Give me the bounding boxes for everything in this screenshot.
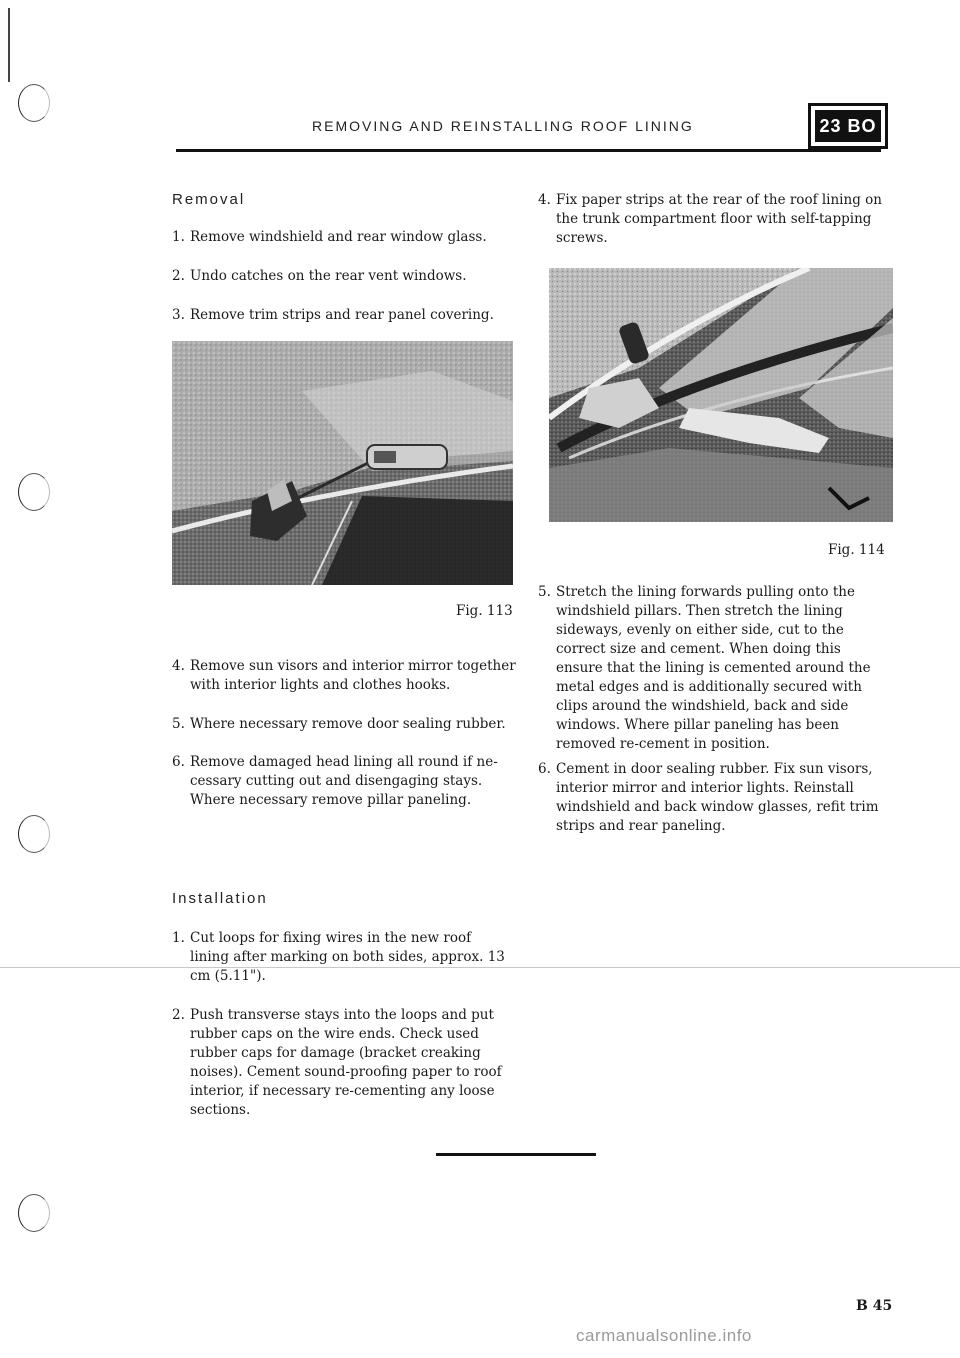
step-text: Undo catches on the rear vent windows. bbox=[190, 268, 467, 284]
installation-step-2 bbox=[172, 1006, 527, 1120]
section-code-badge bbox=[808, 103, 888, 149]
installation-step-4 bbox=[538, 191, 883, 248]
step-number: 2. bbox=[172, 268, 185, 284]
step-text: Push transverse stays into the loops and put rubber caps on the wire ends. Check used rubber caps for damage (bracket creaking noises). Cement sound-proofing paper to roof interior, if necessary re-cementing any loose sections. bbox=[190, 1007, 502, 1118]
step-text: Remove sun visors and interior mirror together with interior lights and clothes hooks. bbox=[190, 658, 516, 693]
step-number: 4. bbox=[172, 658, 185, 674]
step-text: Cut loops for fixing wires in the new roof lining after marking on both sides, approx. 13 cm (5.11"). bbox=[190, 930, 505, 984]
figure-114-caption: Fig. 114 bbox=[828, 542, 885, 558]
figure-113-caption: Fig. 113 bbox=[456, 603, 513, 619]
figure-113-photo bbox=[172, 341, 513, 585]
step-number: 3. bbox=[172, 307, 185, 323]
removal-step-5 bbox=[172, 715, 517, 734]
installation-step-6 bbox=[538, 760, 883, 836]
removal-heading: Removal bbox=[172, 191, 246, 208]
removal-step-4 bbox=[172, 657, 517, 695]
scan-fold-line bbox=[0, 967, 960, 968]
step-text: Remove trim strips and rear panel covering. bbox=[190, 307, 494, 323]
binder-hole bbox=[18, 84, 50, 122]
removal-step-1 bbox=[172, 228, 512, 247]
step-text: Fix paper strips at the rear of the roof lining on the trunk compartment floor with self-tapping screws. bbox=[556, 192, 882, 246]
step-number: 4. bbox=[538, 192, 551, 208]
binder-hole bbox=[18, 815, 50, 853]
step-number: 1. bbox=[172, 930, 185, 946]
installation-step-1 bbox=[172, 929, 512, 986]
removal-step-2 bbox=[172, 267, 512, 286]
figure-114-illustration bbox=[549, 268, 893, 522]
page-title: REMOVING AND REINSTALLING ROOF LINING bbox=[312, 118, 694, 134]
step-text: Remove windshield and rear window glass. bbox=[190, 229, 487, 245]
step-text: Cement in door sealing rubber. Fix sun visors, interior mirror and interior lights. Reinstall windshield and back window glasses, refit trim strips and rear paneling. bbox=[556, 761, 879, 834]
step-number: 2. bbox=[172, 1007, 185, 1023]
step-number: 6. bbox=[538, 761, 551, 777]
step-number: 5. bbox=[172, 716, 185, 732]
binder-hole bbox=[18, 1194, 50, 1232]
page-number: B 45 bbox=[856, 1298, 893, 1314]
watermark: carmanualsonline.info bbox=[576, 1326, 752, 1345]
header-rule bbox=[176, 149, 881, 152]
installation-heading: Installation bbox=[172, 890, 268, 907]
step-text: Where necessary remove door sealing rubber. bbox=[190, 716, 506, 732]
figure-114-photo bbox=[549, 268, 893, 522]
removal-step-3 bbox=[172, 306, 512, 325]
removal-step-6 bbox=[172, 753, 502, 810]
step-text: Stretch the lining forwards pulling onto the windshield pillars. Then stretch the lining sideways, evenly on either side, cut to the correct size and cement. When doing this ensure that the lining is cemented around the metal edges and is additionally secured with clips around the windshield, back and side windows. Where pillar paneling has been removed re-cement in position. bbox=[556, 584, 871, 752]
step-number: 1. bbox=[172, 229, 185, 245]
binder-hole bbox=[18, 473, 50, 511]
end-rule bbox=[436, 1153, 596, 1156]
scan-edge-mark bbox=[8, 8, 10, 82]
step-number: 6. bbox=[172, 754, 185, 770]
section-code: 23 BO bbox=[815, 110, 881, 142]
installation-step-5 bbox=[538, 583, 878, 754]
step-number: 5. bbox=[538, 584, 551, 600]
figure-113-illustration bbox=[172, 341, 513, 585]
step-text: Remove damaged head lining all round if ne-cessary cutting out and disengaging stays. Where necessary remove pillar paneling. bbox=[190, 754, 498, 808]
